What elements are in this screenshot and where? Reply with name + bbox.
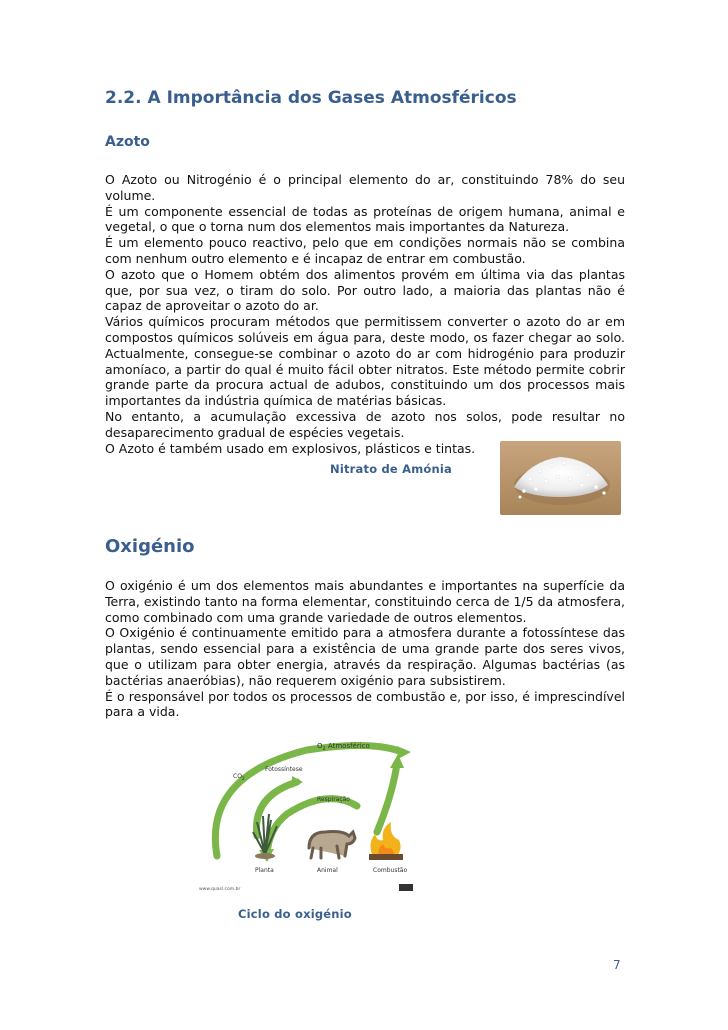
oxygen-cycle-diagram [197, 736, 419, 894]
planta-label: Planta [255, 867, 274, 874]
azoto-paragraph: É um elemento pouco reactivo, pelo que em condições normais não se combina com nenhum outro elemento e é incapaz de entrar em combustão. [105, 235, 625, 266]
ammonium-nitrate-photo [500, 441, 621, 515]
o2-label: $O_2$ Atmosférico [317, 742, 370, 752]
azoto-paragraph: O azoto que o Homem obtém dos alimentos provém em última via das plantas que, por sua vez, o tiram do solo. Por outro lado, a maioria das plantas não é capaz de aproveitar o azoto do ar. [105, 266, 625, 314]
oxigenio-body [105, 578, 625, 720]
azoto-paragraph: O Azoto é também usado em explosivos, plásticos e tintas. [105, 440, 476, 456]
respiracao-label: Respiração [317, 796, 350, 803]
azoto-paragraph: Vários químicos procuram métodos que permitissem converter o azoto do ar em compostos químicos solúveis em água para, deste modo, os fazer chegar ao solo. Actualmente, consegue-se combinar o azoto do ar com hidrogénio para produzir amoníaco, a partir do qual é muito fácil obter nitratos. Este método permite cobrir grande parte da procura actual de adubos, constituindo um dos processos mais importantes da indústria química de matérias básicas. [105, 314, 625, 409]
publisher-logo [399, 884, 413, 891]
oxigenio-paragraph: O oxigénio é um dos elementos mais abundantes e importantes na superfície da Terra, existindo tanto na forma elementar, constituindo cerca de 1/5 da atmosfera, como combinado com uma grande variedade de outros elementos. [105, 578, 625, 625]
co2-label: $CO_2$ [233, 773, 245, 782]
oxigenio-heading: Oxigénio [105, 536, 195, 557]
page-number: 7 [613, 958, 621, 972]
fire-icon [369, 822, 403, 860]
azoto-paragraph: No entanto, a acumulação excessiva de azoto nos solos, pode resultar no desaparecimento gradual de espécies vegetais. [105, 408, 625, 440]
fotossintese-label: Fotossíntese [265, 766, 303, 773]
animal-label: Animal [317, 867, 338, 874]
oxigenio-paragraph: É o responsável por todos os processos de combustão e, por isso, é imprescindível para a vida. [105, 688, 625, 720]
azoto-paragraph: É um componente essencial de todas as proteínas de origem humana, animal e vegetal, o que o torna num dos elementos mais importantes da Natureza. [105, 203, 625, 235]
oxigenio-paragraph: O Oxigénio é continuamente emitido para a atmosfera durante a fotossíntese das plantas, sendo essencial para a existência de uma grande parte dos seres vivos, que o utilizam para obter energia, através da respiração. Algumas bactérias (as bactérias anaeróbias), não requerem oxigénio para subsistirem. [105, 625, 625, 688]
combustao-label: Combustão [373, 867, 408, 874]
azoto-heading: Azoto [105, 134, 150, 150]
image-credit: www.quasl.com.br [199, 887, 241, 892]
ammonium-nitrate-caption: Nitrato de Amónia [330, 462, 453, 476]
azoto-paragraph: O Azoto ou Nitrogénio é o principal elemento do ar, constituindo 78% do seu volume. [105, 172, 625, 203]
azoto-body [105, 172, 625, 456]
animal-icon [309, 832, 355, 859]
section-title: 2.2. A Importância dos Gases Atmosféricos [105, 88, 517, 108]
oxygen-cycle-caption: Ciclo do oxigénio [238, 907, 352, 921]
